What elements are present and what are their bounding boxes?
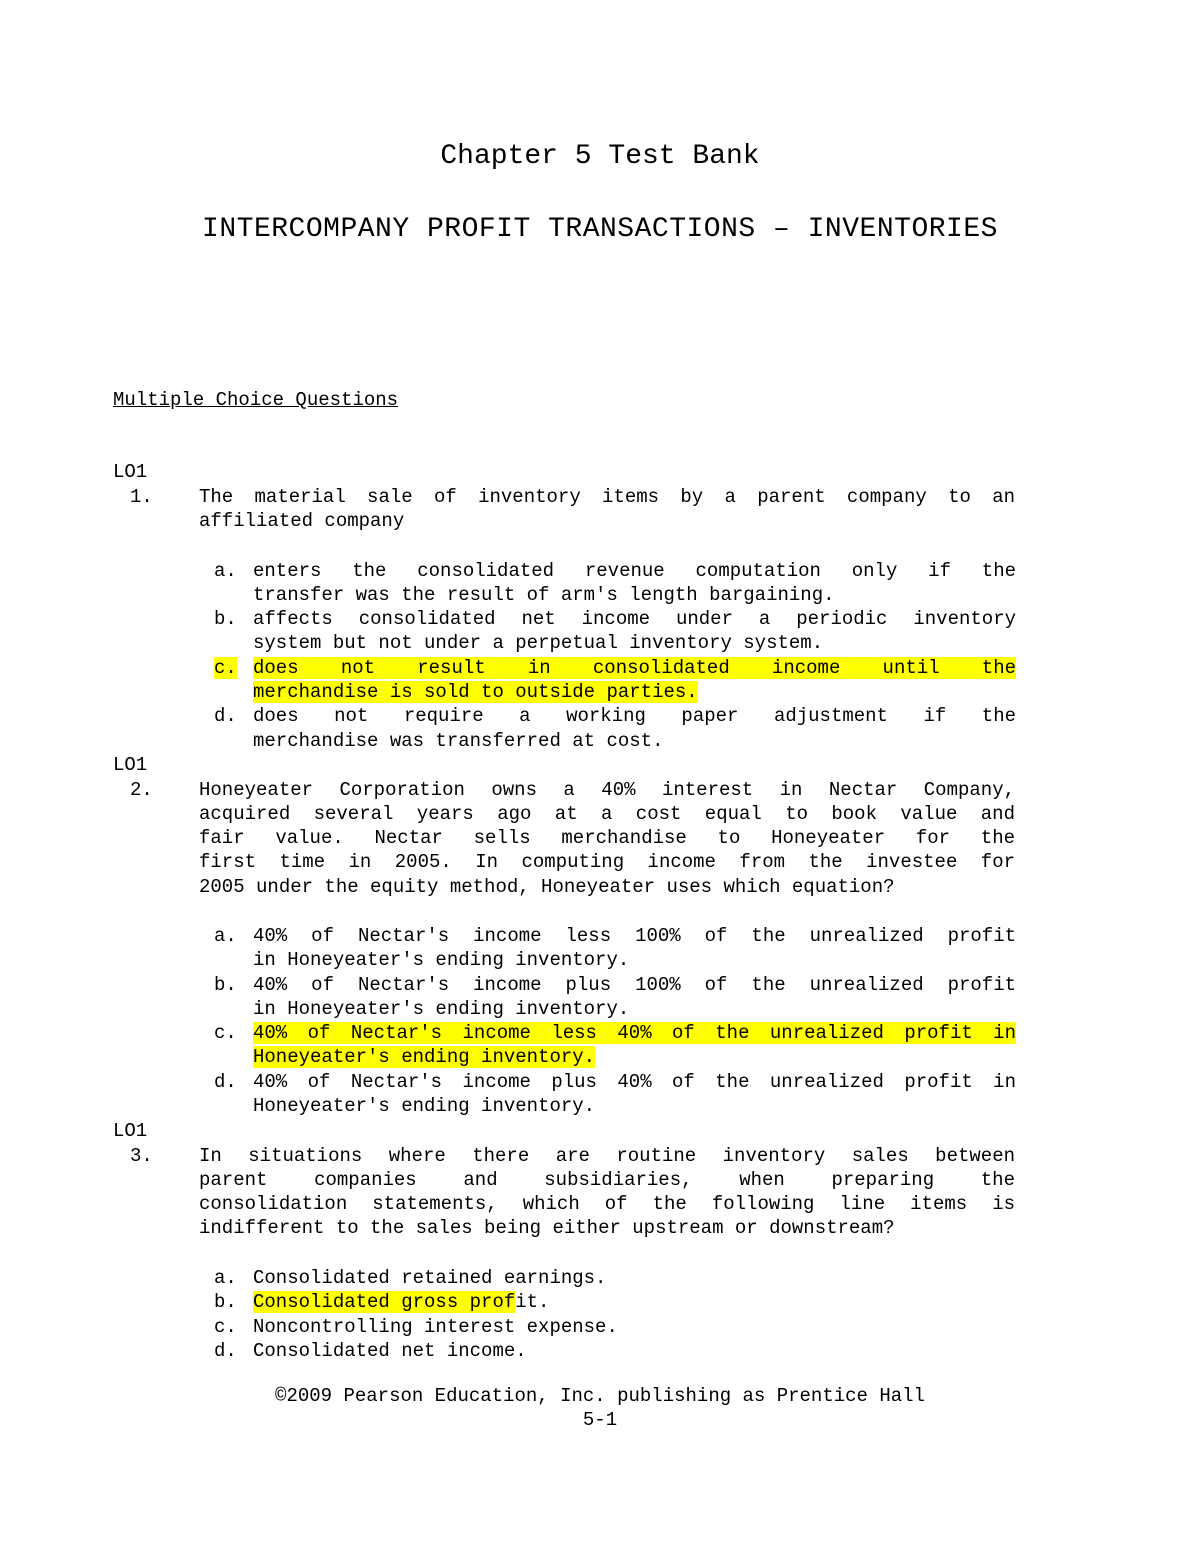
option-letter: b. <box>214 608 237 630</box>
highlight: Consolidated gross prof <box>253 1291 516 1313</box>
option-text-line: system but not under a perpetual inventory system. <box>253 632 824 654</box>
question-stem-line: Honeyeater Corporation owns a 40% interest in Nectar Company, <box>199 779 1015 801</box>
option-text-line: enters the consolidated revenue computation only if the <box>253 560 1016 582</box>
question-stem-line: The material sale of inventory items by a parent company to an <box>199 486 1015 508</box>
option-letter: d. <box>214 705 237 727</box>
option-text-line: in Honeyeater's ending inventory. <box>253 949 630 971</box>
question-stem-line: first time in 2005. In computing income from the investee for <box>199 851 1015 873</box>
option-text-line: affects consolidated net income under a periodic inventory <box>253 608 1016 630</box>
option-text-line: 40% of Nectar's income plus 100% of the unrealized profit <box>253 974 1016 996</box>
option-text-line: Consolidated net income. <box>253 1340 527 1362</box>
correct-answer-line <box>253 1046 595 1068</box>
option-letter: b. <box>214 974 237 996</box>
option-text-line: Consolidated retained earnings. <box>253 1267 607 1289</box>
highlight: Honeyeater's ending inventory. <box>253 1046 596 1068</box>
correct-answer-line <box>253 681 698 703</box>
option-letter: c. <box>214 1316 237 1338</box>
question-number: 1. <box>130 486 153 508</box>
correct-answer-line: 40% of Nectar's income less 40% of the unrealized profit in <box>253 1022 1016 1044</box>
option-letter: b. <box>214 1291 237 1313</box>
option-letter: d. <box>214 1071 237 1093</box>
learning-objective-label: LO1 <box>113 754 148 776</box>
option-text-line: Noncontrolling interest expense. <box>253 1316 618 1338</box>
option-text-line: 40% of Nectar's income plus 40% of the unrealized profit in <box>253 1071 1016 1093</box>
copyright-footer: ©2009 Pearson Education, Inc. publishing as Prentice Hall <box>275 1385 925 1407</box>
question-stem-line: fair value. Nectar sells merchandise to Honeyeater for the <box>199 827 1015 849</box>
option-text-line: does not require a working paper adjustment if the <box>253 705 1016 727</box>
option-text-line: merchandise was transferred at cost. <box>253 730 664 752</box>
option-letter: a. <box>214 925 237 947</box>
question-number: 2. <box>130 779 153 801</box>
question-stem-line: consolidation statements, which of the following line items is <box>199 1193 1015 1215</box>
learning-objective-label: LO1 <box>113 1120 148 1142</box>
page-number: 5-1 <box>582 1409 618 1431</box>
correct-answer-line: does not result in consolidated income until the <box>253 657 1016 679</box>
question-number: 3. <box>130 1145 153 1167</box>
question-stem-line: 2005 under the equity method, Honeyeater uses which equation? <box>199 876 895 898</box>
correct-answer-line <box>253 1291 1016 1313</box>
section-heading: Multiple Choice Questions <box>113 389 399 411</box>
question-stem-line: acquired several years ago at a cost equal to book value and <box>199 803 1015 825</box>
option-text-line: 40% of Nectar's income less 100% of the unrealized profit <box>253 925 1016 947</box>
question-stem-line: affiliated company <box>199 510 405 532</box>
option-text-line: Honeyeater's ending inventory. <box>253 1095 596 1117</box>
option-text-line: transfer was the result of arm's length bargaining. <box>253 584 835 606</box>
question-stem-line: indifferent to the sales being either upstream or downstream? <box>199 1217 895 1239</box>
question-stem-line: In situations where there are routine inventory sales between <box>199 1145 1015 1167</box>
learning-objective-label: LO1 <box>113 461 148 483</box>
question-stem-line: parent companies and subsidiaries, when preparing the <box>199 1169 1015 1191</box>
option-text-line: in Honeyeater's ending inventory. <box>253 998 630 1020</box>
option-text-tail: it. <box>515 1291 550 1313</box>
highlight: merchandise is sold to outside parties. <box>253 681 698 703</box>
option-letter: a. <box>214 560 237 582</box>
page-title: Chapter 5 Test Bank <box>440 141 760 172</box>
option-letter: a. <box>214 1267 237 1289</box>
option-letter: c. <box>214 1022 237 1044</box>
option-letter: d. <box>214 1340 237 1362</box>
chapter-subtitle: INTERCOMPANY PROFIT TRANSACTIONS – INVENTORIES <box>202 214 998 245</box>
option-letter-highlighted: c. <box>214 657 237 679</box>
